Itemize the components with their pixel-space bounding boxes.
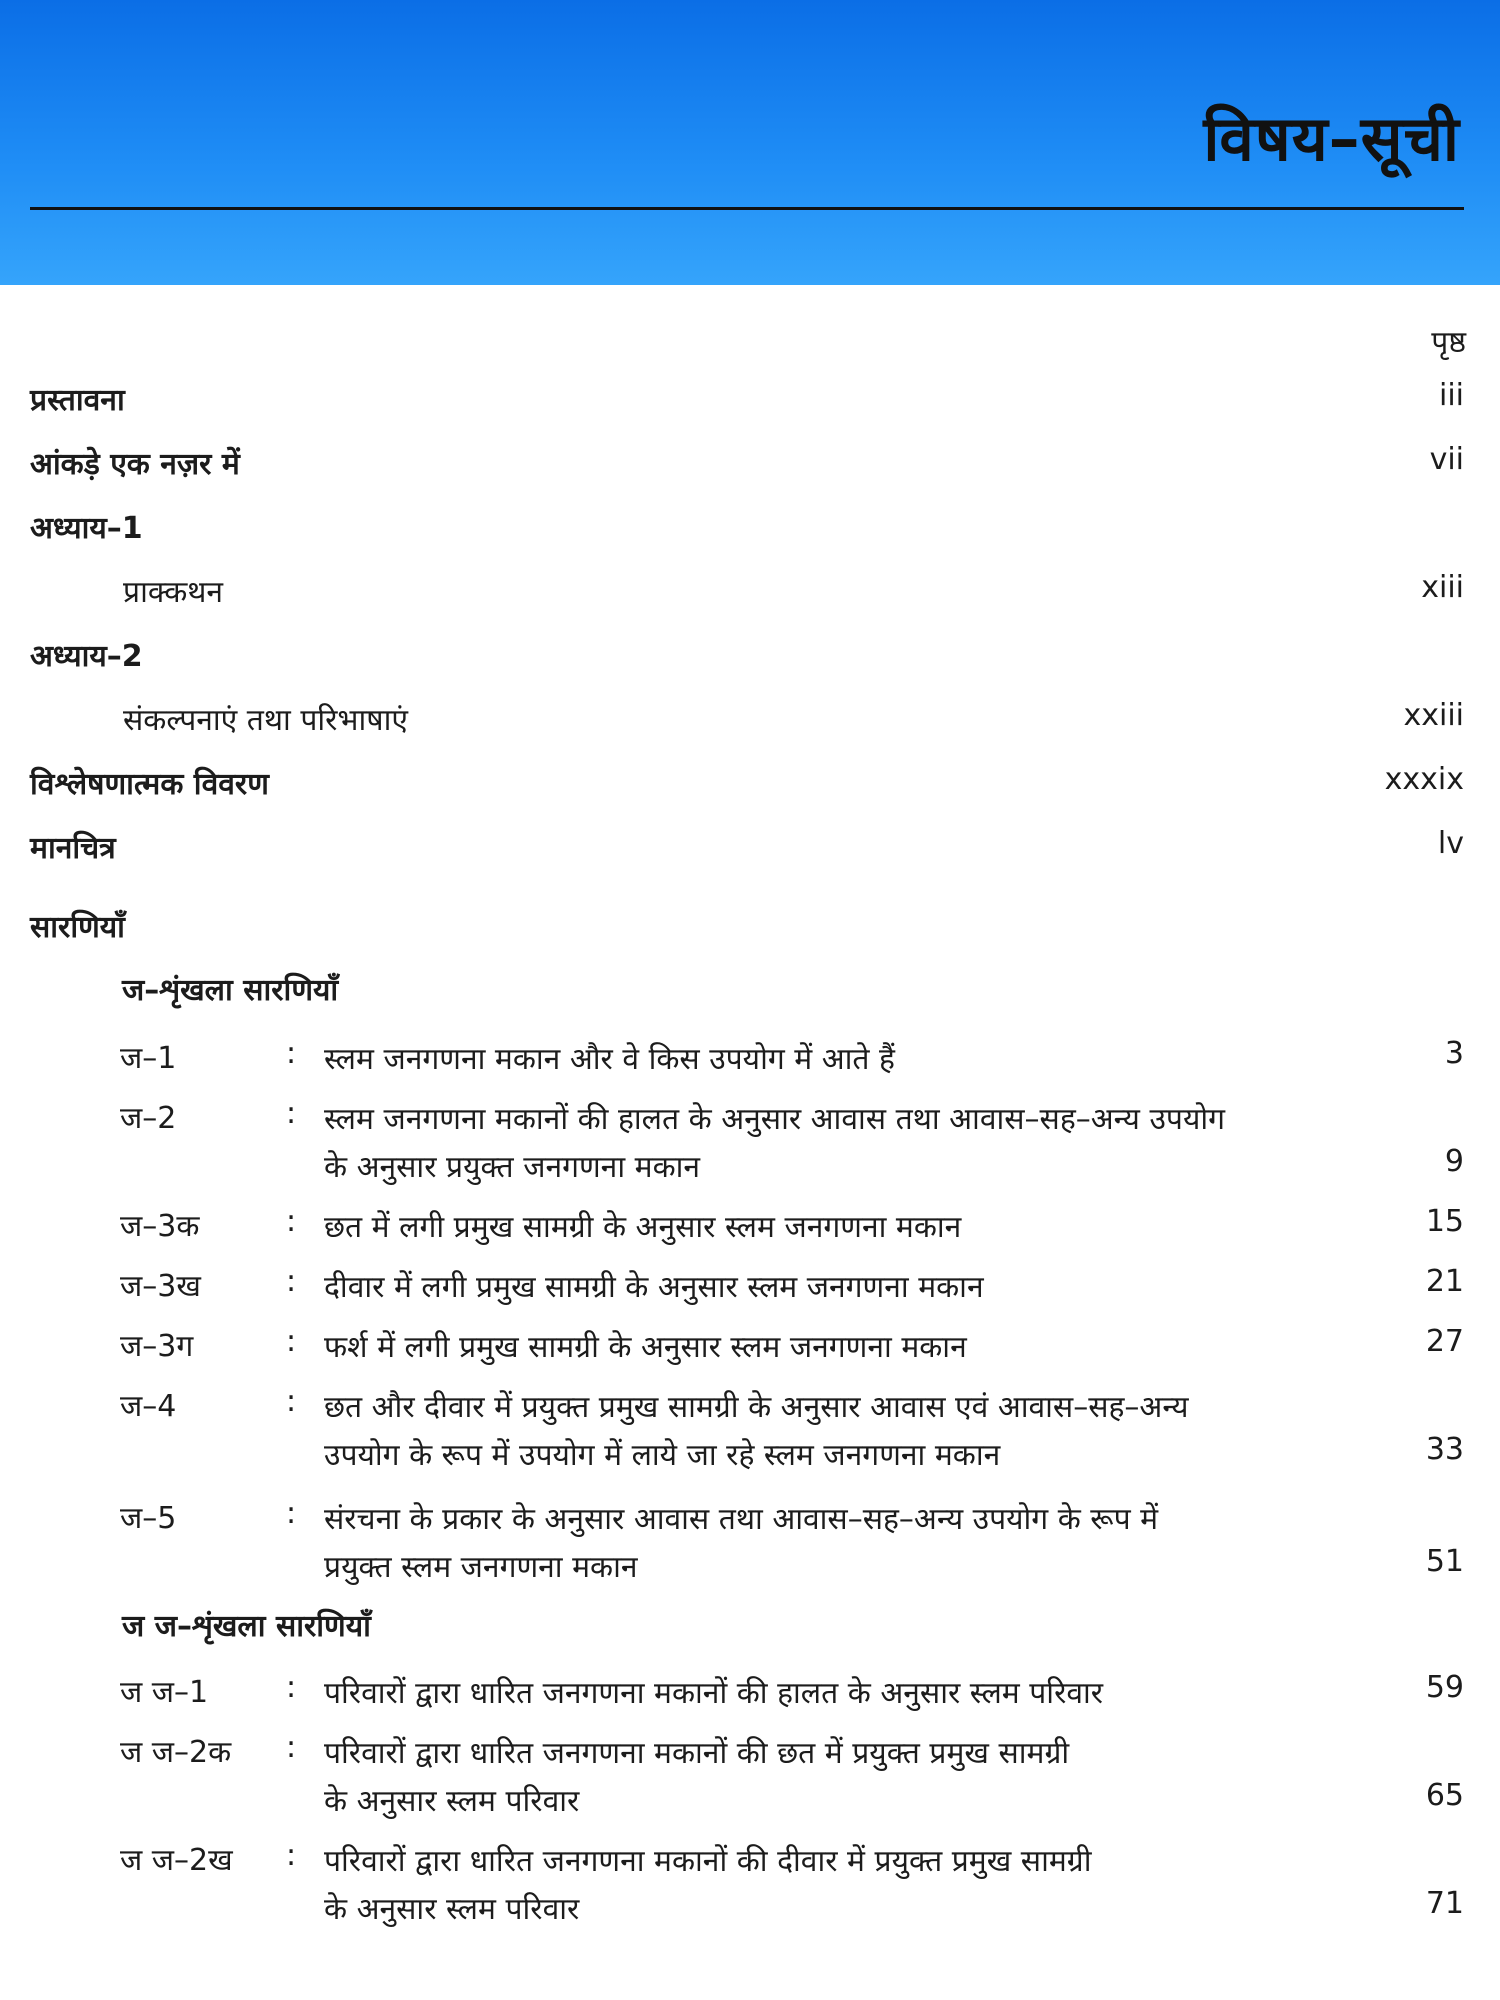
table-code: ज–1	[120, 1041, 177, 1076]
separator-colon: :	[286, 1838, 297, 1873]
table-description	[324, 1670, 1384, 1718]
separator-colon: :	[286, 1496, 297, 1531]
description-line: छत में लगी प्रमुख सामग्री के अनुसार स्लम जनगणना मकान	[324, 1210, 962, 1245]
page-title: विषय–सूची	[1203, 102, 1460, 175]
toc-entry-page: vii	[1429, 442, 1464, 477]
description-line: छत और दीवार में प्रयुक्त प्रमुख सामग्री के अनुसार आवास एवं आवास–सह–अन्य	[324, 1390, 1189, 1425]
description-line: परिवारों द्वारा धारित जनगणना मकानों की छत में प्रयुक्त प्रमुख सामग्री	[324, 1736, 1070, 1771]
separator-colon: :	[286, 1036, 297, 1071]
table-page: 21	[1425, 1264, 1464, 1299]
table-code: ज–3ख	[120, 1269, 201, 1304]
toc-entry-page: xxiii	[1403, 698, 1464, 733]
description-line: स्लम जनगणना मकान और वे किस उपयोग में आते हैं	[324, 1042, 895, 1077]
table-description	[324, 1384, 1384, 1480]
table-code: ज–3ग	[120, 1329, 194, 1364]
title-underline	[30, 207, 1464, 210]
toc-entry-label: संकल्पनाएं तथा परिभाषाएं	[123, 703, 408, 738]
table-description	[324, 1730, 1384, 1826]
table-page: 51	[1425, 1544, 1464, 1579]
toc-entry-label: प्राक्कथन	[123, 575, 224, 610]
description-line: स्लम जनगणना मकानों की हालत के अनुसार आवास तथा आवास–सह–अन्य उपयोग	[324, 1102, 1226, 1137]
description-line: संरचना के प्रकार के अनुसार आवास तथा आवास–सह–अन्य उपयोग के रूप में	[324, 1502, 1159, 1537]
toc-entry-label: मानचित्र	[30, 831, 116, 866]
table-code: ज ज–2क	[120, 1735, 232, 1770]
separator-colon: :	[286, 1670, 297, 1705]
description-line: के अनुसार स्लम परिवार	[324, 1892, 580, 1927]
table-page: 3	[1444, 1036, 1464, 1071]
separator-colon: :	[286, 1384, 297, 1419]
table-description	[324, 1204, 1384, 1252]
page-column-label: पृष्ठ	[1431, 325, 1466, 360]
table-code: ज–2	[120, 1101, 177, 1136]
table-code: ज–4	[120, 1389, 177, 1424]
table-page: 9	[1444, 1144, 1464, 1179]
table-page: 59	[1425, 1670, 1464, 1705]
description-line: परिवारों द्वारा धारित जनगणना मकानों की दीवार में प्रयुक्त प्रमुख सामग्री	[324, 1844, 1092, 1879]
separator-colon: :	[286, 1264, 297, 1299]
description-line: के अनुसार स्लम परिवार	[324, 1784, 580, 1819]
description-line: के अनुसार प्रयुक्त जनगणना मकान	[324, 1150, 701, 1185]
description-line: उपयोग के रूप में उपयोग में लाये जा रहे स्लम जनगणना मकान	[324, 1438, 1001, 1473]
toc-entry-label: अध्याय–2	[30, 639, 143, 674]
table-code: ज ज–2ख	[120, 1843, 233, 1878]
header-banner	[0, 0, 1500, 285]
series-title: ज ज–शृंखला सारणियाँ	[122, 1609, 371, 1644]
toc-entry-label: विश्लेषणात्मक विवरण	[30, 767, 269, 802]
table-code: ज ज–1	[120, 1675, 209, 1710]
table-page: 15	[1425, 1204, 1464, 1239]
toc-entry-label: प्रस्तावना	[30, 383, 125, 418]
description-line: परिवारों द्वारा धारित जनगणना मकानों की हालत के अनुसार स्लम परिवार	[324, 1676, 1104, 1711]
separator-colon: :	[286, 1096, 297, 1131]
table-page: 65	[1425, 1778, 1464, 1813]
table-description	[324, 1496, 1384, 1592]
toc-entry-page: iii	[1438, 378, 1464, 413]
separator-colon: :	[286, 1324, 297, 1359]
toc-entry-page: xiii	[1421, 570, 1464, 605]
toc-entry-label: आंकड़े एक नज़र में	[30, 447, 240, 482]
description-line: प्रयुक्त स्लम जनगणना मकान	[324, 1550, 638, 1585]
toc-entry-label: सारणियाँ	[30, 910, 125, 945]
series-title: ज–शृंखला सारणियाँ	[122, 973, 339, 1008]
separator-colon: :	[286, 1204, 297, 1239]
toc-entry-label: अध्याय–1	[30, 511, 143, 546]
separator-colon: :	[286, 1730, 297, 1765]
description-line: दीवार में लगी प्रमुख सामग्री के अनुसार स्लम जनगणना मकान	[324, 1270, 984, 1305]
table-page: 33	[1425, 1432, 1464, 1467]
table-description	[324, 1264, 1384, 1312]
table-code: ज–3क	[120, 1209, 200, 1244]
table-code: ज–5	[120, 1501, 177, 1536]
table-page: 71	[1425, 1886, 1464, 1921]
table-page: 27	[1425, 1324, 1464, 1359]
table-description	[324, 1324, 1384, 1372]
toc-entry-page: lv	[1437, 826, 1464, 861]
table-description	[324, 1096, 1384, 1192]
table-description	[324, 1838, 1384, 1934]
toc-entry-page: xxxix	[1384, 762, 1464, 797]
table-description	[324, 1036, 1384, 1084]
description-line: फर्श में लगी प्रमुख सामग्री के अनुसार स्लम जनगणना मकान	[324, 1330, 967, 1365]
